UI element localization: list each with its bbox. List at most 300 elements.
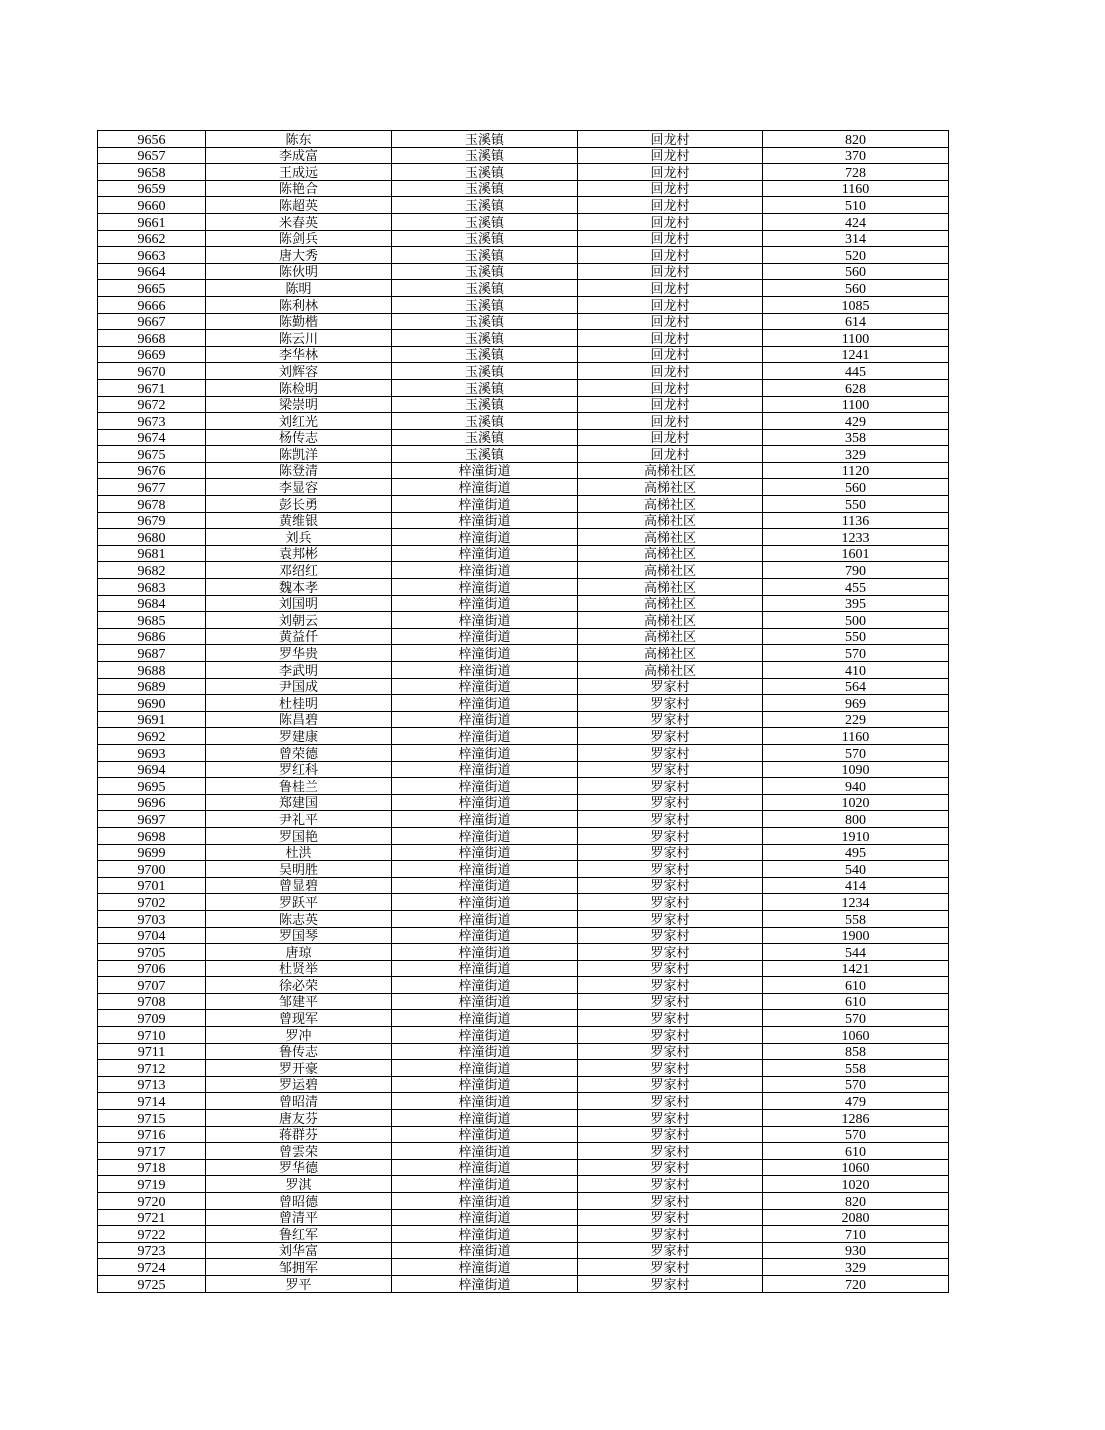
table-row: [98, 1093, 949, 1110]
name-cell: 魏本孝: [206, 579, 392, 596]
table-row: [98, 197, 949, 214]
table-row: [98, 263, 949, 280]
village-cell: 罗家村: [578, 1209, 763, 1226]
town-cell: 梓潼街道: [392, 960, 578, 977]
amount-cell: 570: [763, 645, 949, 662]
table-row: [98, 861, 949, 878]
amount-cell: 858: [763, 1043, 949, 1060]
amount-cell: 560: [763, 479, 949, 496]
town-cell: 梓潼街道: [392, 1126, 578, 1143]
id-cell: 9691: [98, 711, 206, 728]
village-cell: 罗家村: [578, 1242, 763, 1259]
name-cell: 陈剑兵: [206, 230, 392, 247]
table-row: [98, 612, 949, 629]
name-cell: 曾昭德: [206, 1193, 392, 1210]
amount-cell: 314: [763, 230, 949, 247]
amount-cell: 570: [763, 1126, 949, 1143]
amount-cell: 610: [763, 977, 949, 994]
amount-cell: 1060: [763, 1027, 949, 1044]
amount-cell: 820: [763, 1193, 949, 1210]
table-row: [98, 1209, 949, 1226]
amount-cell: 1241: [763, 346, 949, 363]
id-cell: 9696: [98, 794, 206, 811]
amount-cell: 445: [763, 363, 949, 380]
id-cell: 9668: [98, 330, 206, 347]
amount-cell: 940: [763, 778, 949, 795]
name-cell: 罗冲: [206, 1027, 392, 1044]
id-cell: 9676: [98, 462, 206, 479]
amount-cell: 558: [763, 1060, 949, 1077]
amount-cell: 358: [763, 429, 949, 446]
name-cell: 罗国艳: [206, 827, 392, 844]
town-cell: 梓潼街道: [392, 877, 578, 894]
table-row: [98, 1126, 949, 1143]
village-cell: 罗家村: [578, 695, 763, 712]
village-cell: 罗家村: [578, 761, 763, 778]
table-row: [98, 579, 949, 596]
town-cell: 梓潼街道: [392, 977, 578, 994]
table-body: [98, 131, 949, 1293]
town-cell: 玉溪镇: [392, 379, 578, 396]
table-row: [98, 977, 949, 994]
table-row: [98, 894, 949, 911]
town-cell: 玉溪镇: [392, 296, 578, 313]
name-cell: 罗国琴: [206, 927, 392, 944]
table-row: [98, 1010, 949, 1027]
name-cell: 陈云川: [206, 330, 392, 347]
id-cell: 9683: [98, 579, 206, 596]
table-row: [98, 794, 949, 811]
town-cell: 玉溪镇: [392, 429, 578, 446]
amount-cell: 550: [763, 628, 949, 645]
village-cell: 罗家村: [578, 1076, 763, 1093]
table-row: [98, 678, 949, 695]
table-row: [98, 811, 949, 828]
name-cell: 罗红科: [206, 761, 392, 778]
id-cell: 9697: [98, 811, 206, 828]
amount-cell: 500: [763, 612, 949, 629]
id-cell: 9722: [98, 1226, 206, 1243]
table-row: [98, 346, 949, 363]
table-row: [98, 1027, 949, 1044]
name-cell: 陈明: [206, 280, 392, 297]
town-cell: 梓潼街道: [392, 579, 578, 596]
id-cell: 9677: [98, 479, 206, 496]
village-cell: 回龙村: [578, 429, 763, 446]
village-cell: 罗家村: [578, 1010, 763, 1027]
village-cell: 罗家村: [578, 778, 763, 795]
table-row: [98, 1110, 949, 1127]
name-cell: 邹拥军: [206, 1259, 392, 1276]
town-cell: 梓潼街道: [392, 1159, 578, 1176]
town-cell: 梓潼街道: [392, 910, 578, 927]
id-cell: 9711: [98, 1043, 206, 1060]
amount-cell: 1160: [763, 728, 949, 745]
village-cell: 高梯社区: [578, 462, 763, 479]
town-cell: 梓潼街道: [392, 496, 578, 513]
amount-cell: 1060: [763, 1159, 949, 1176]
id-cell: 9708: [98, 993, 206, 1010]
village-cell: 罗家村: [578, 1126, 763, 1143]
table-row: [98, 960, 949, 977]
town-cell: 梓潼街道: [392, 628, 578, 645]
village-cell: 罗家村: [578, 844, 763, 861]
village-cell: 罗家村: [578, 1193, 763, 1210]
village-cell: 回龙村: [578, 180, 763, 197]
name-cell: 曾荣德: [206, 744, 392, 761]
amount-cell: 710: [763, 1226, 949, 1243]
amount-cell: 544: [763, 944, 949, 961]
village-cell: 回龙村: [578, 247, 763, 264]
table-row: [98, 827, 949, 844]
name-cell: 陈检明: [206, 379, 392, 396]
name-cell: 吴明胜: [206, 861, 392, 878]
amount-cell: 570: [763, 1010, 949, 1027]
table-row: [98, 944, 949, 961]
town-cell: 玉溪镇: [392, 446, 578, 463]
amount-cell: 1136: [763, 512, 949, 529]
town-cell: 梓潼街道: [392, 1060, 578, 1077]
amount-cell: 550: [763, 496, 949, 513]
id-cell: 9689: [98, 678, 206, 695]
village-cell: 回龙村: [578, 197, 763, 214]
name-cell: 罗建康: [206, 728, 392, 745]
amount-cell: 329: [763, 446, 949, 463]
village-cell: 回龙村: [578, 280, 763, 297]
village-cell: 回龙村: [578, 164, 763, 181]
town-cell: 梓潼街道: [392, 1193, 578, 1210]
amount-cell: 410: [763, 662, 949, 679]
id-cell: 9717: [98, 1143, 206, 1160]
id-cell: 9690: [98, 695, 206, 712]
table-row: [98, 363, 949, 380]
town-cell: 梓潼街道: [392, 529, 578, 546]
amount-cell: 790: [763, 562, 949, 579]
id-cell: 9698: [98, 827, 206, 844]
amount-cell: 329: [763, 1259, 949, 1276]
table-row: [98, 131, 949, 148]
village-cell: 罗家村: [578, 728, 763, 745]
town-cell: 梓潼街道: [392, 612, 578, 629]
name-cell: 杨传志: [206, 429, 392, 446]
id-cell: 9667: [98, 313, 206, 330]
amount-cell: 229: [763, 711, 949, 728]
village-cell: 回龙村: [578, 147, 763, 164]
id-cell: 9705: [98, 944, 206, 961]
amount-cell: 429: [763, 413, 949, 430]
village-cell: 罗家村: [578, 1259, 763, 1276]
village-cell: 回龙村: [578, 346, 763, 363]
town-cell: 玉溪镇: [392, 330, 578, 347]
id-cell: 9725: [98, 1275, 206, 1292]
table-row: [98, 711, 949, 728]
amount-cell: 1234: [763, 894, 949, 911]
amount-cell: 424: [763, 213, 949, 230]
town-cell: 玉溪镇: [392, 263, 578, 280]
id-cell: 9672: [98, 396, 206, 413]
village-cell: 罗家村: [578, 1060, 763, 1077]
name-cell: 唐友芬: [206, 1110, 392, 1127]
name-cell: 罗跃平: [206, 894, 392, 911]
name-cell: 李成富: [206, 147, 392, 164]
name-cell: 陈凯洋: [206, 446, 392, 463]
name-cell: 陈东: [206, 131, 392, 148]
town-cell: 梓潼街道: [392, 1226, 578, 1243]
id-cell: 9685: [98, 612, 206, 629]
name-cell: 蒋群芬: [206, 1126, 392, 1143]
table-row: [98, 545, 949, 562]
town-cell: 玉溪镇: [392, 396, 578, 413]
town-cell: 梓潼街道: [392, 512, 578, 529]
name-cell: 黄维银: [206, 512, 392, 529]
name-cell: 李武明: [206, 662, 392, 679]
table-row: [98, 396, 949, 413]
id-cell: 9712: [98, 1060, 206, 1077]
id-cell: 9662: [98, 230, 206, 247]
name-cell: 罗运碧: [206, 1076, 392, 1093]
amount-cell: 1090: [763, 761, 949, 778]
town-cell: 梓潼街道: [392, 1076, 578, 1093]
amount-cell: 510: [763, 197, 949, 214]
town-cell: 梓潼街道: [392, 695, 578, 712]
table-row: [98, 280, 949, 297]
town-cell: 玉溪镇: [392, 413, 578, 430]
table-row: [98, 927, 949, 944]
id-cell: 9713: [98, 1076, 206, 1093]
table-row: [98, 1259, 949, 1276]
amount-cell: 540: [763, 861, 949, 878]
id-cell: 9720: [98, 1193, 206, 1210]
name-cell: 鲁桂兰: [206, 778, 392, 795]
name-cell: 罗华贵: [206, 645, 392, 662]
town-cell: 梓潼街道: [392, 794, 578, 811]
village-cell: 回龙村: [578, 131, 763, 148]
village-cell: 高梯社区: [578, 612, 763, 629]
table-row: [98, 728, 949, 745]
town-cell: 玉溪镇: [392, 313, 578, 330]
name-cell: 唐大秀: [206, 247, 392, 264]
amount-cell: 558: [763, 910, 949, 927]
table-row: [98, 778, 949, 795]
village-cell: 回龙村: [578, 296, 763, 313]
table-row: [98, 645, 949, 662]
amount-cell: 1910: [763, 827, 949, 844]
amount-cell: 455: [763, 579, 949, 596]
table-row: [98, 1176, 949, 1193]
table-row: [98, 247, 949, 264]
id-cell: 9675: [98, 446, 206, 463]
name-cell: 尹礼平: [206, 811, 392, 828]
village-cell: 罗家村: [578, 678, 763, 695]
town-cell: 梓潼街道: [392, 545, 578, 562]
name-cell: 曾显碧: [206, 877, 392, 894]
village-cell: 高梯社区: [578, 628, 763, 645]
id-cell: 9686: [98, 628, 206, 645]
village-cell: 罗家村: [578, 1093, 763, 1110]
village-cell: 罗家村: [578, 794, 763, 811]
village-cell: 高梯社区: [578, 512, 763, 529]
table-row: [98, 562, 949, 579]
name-cell: 米春英: [206, 213, 392, 230]
table-row: [98, 147, 949, 164]
village-cell: 回龙村: [578, 379, 763, 396]
table-row: [98, 877, 949, 894]
village-cell: 高梯社区: [578, 496, 763, 513]
id-cell: 9703: [98, 910, 206, 927]
table-row: [98, 695, 949, 712]
town-cell: 梓潼街道: [392, 993, 578, 1010]
village-cell: 罗家村: [578, 910, 763, 927]
amount-cell: 1100: [763, 396, 949, 413]
name-cell: 罗平: [206, 1275, 392, 1292]
name-cell: 黄益仟: [206, 628, 392, 645]
id-cell: 9671: [98, 379, 206, 396]
id-cell: 9699: [98, 844, 206, 861]
name-cell: 陈登清: [206, 462, 392, 479]
town-cell: 玉溪镇: [392, 131, 578, 148]
name-cell: 曾昭清: [206, 1093, 392, 1110]
id-cell: 9688: [98, 662, 206, 679]
id-cell: 9684: [98, 595, 206, 612]
table-row: [98, 910, 949, 927]
id-cell: 9658: [98, 164, 206, 181]
village-cell: 罗家村: [578, 977, 763, 994]
name-cell: 陈勤楷: [206, 313, 392, 330]
amount-cell: 370: [763, 147, 949, 164]
village-cell: 罗家村: [578, 1275, 763, 1292]
village-cell: 罗家村: [578, 894, 763, 911]
amount-cell: 414: [763, 877, 949, 894]
table-row: [98, 744, 949, 761]
town-cell: 玉溪镇: [392, 280, 578, 297]
id-cell: 9687: [98, 645, 206, 662]
town-cell: 梓潼街道: [392, 595, 578, 612]
town-cell: 梓潼街道: [392, 1093, 578, 1110]
amount-cell: 560: [763, 280, 949, 297]
village-cell: 罗家村: [578, 877, 763, 894]
amount-cell: 560: [763, 263, 949, 280]
amount-cell: 1160: [763, 180, 949, 197]
table-row: [98, 413, 949, 430]
town-cell: 梓潼街道: [392, 462, 578, 479]
town-cell: 梓潼街道: [392, 645, 578, 662]
id-cell: 9700: [98, 861, 206, 878]
amount-cell: 1120: [763, 462, 949, 479]
amount-cell: 728: [763, 164, 949, 181]
name-cell: 刘华富: [206, 1242, 392, 1259]
town-cell: 梓潼街道: [392, 1176, 578, 1193]
table-row: [98, 1060, 949, 1077]
id-cell: 9679: [98, 512, 206, 529]
amount-cell: 570: [763, 1076, 949, 1093]
id-cell: 9694: [98, 761, 206, 778]
name-cell: 罗淇: [206, 1176, 392, 1193]
name-cell: 鲁红军: [206, 1226, 392, 1243]
table-row: [98, 479, 949, 496]
name-cell: 陈志英: [206, 910, 392, 927]
village-cell: 罗家村: [578, 1027, 763, 1044]
village-cell: 罗家村: [578, 861, 763, 878]
id-cell: 9666: [98, 296, 206, 313]
amount-cell: 800: [763, 811, 949, 828]
town-cell: 梓潼街道: [392, 1010, 578, 1027]
town-cell: 玉溪镇: [392, 147, 578, 164]
town-cell: 梓潼街道: [392, 811, 578, 828]
amount-cell: 495: [763, 844, 949, 861]
name-cell: 鲁传志: [206, 1043, 392, 1060]
name-cell: 刘兵: [206, 529, 392, 546]
town-cell: 梓潼街道: [392, 744, 578, 761]
town-cell: 梓潼街道: [392, 1143, 578, 1160]
table-row: [98, 296, 949, 313]
village-cell: 罗家村: [578, 1143, 763, 1160]
name-cell: 罗华德: [206, 1159, 392, 1176]
town-cell: 梓潼街道: [392, 728, 578, 745]
village-cell: 罗家村: [578, 993, 763, 1010]
amount-cell: 1233: [763, 529, 949, 546]
name-cell: 袁邦彬: [206, 545, 392, 562]
id-cell: 9657: [98, 147, 206, 164]
amount-cell: 614: [763, 313, 949, 330]
name-cell: 曾雲荣: [206, 1143, 392, 1160]
name-cell: 邹建平: [206, 993, 392, 1010]
table-row: [98, 761, 949, 778]
village-cell: 罗家村: [578, 811, 763, 828]
name-cell: 陈利林: [206, 296, 392, 313]
town-cell: 玉溪镇: [392, 164, 578, 181]
town-cell: 梓潼街道: [392, 894, 578, 911]
amount-cell: 2080: [763, 1209, 949, 1226]
table-row: [98, 529, 949, 546]
town-cell: 梓潼街道: [392, 1027, 578, 1044]
village-cell: 高梯社区: [578, 529, 763, 546]
id-cell: 9682: [98, 562, 206, 579]
id-cell: 9692: [98, 728, 206, 745]
village-cell: 高梯社区: [578, 662, 763, 679]
table-row: [98, 213, 949, 230]
name-cell: 陈伙明: [206, 263, 392, 280]
name-cell: 王成远: [206, 164, 392, 181]
town-cell: 梓潼街道: [392, 927, 578, 944]
table-row: [98, 379, 949, 396]
town-cell: 梓潼街道: [392, 1242, 578, 1259]
id-cell: 9701: [98, 877, 206, 894]
name-cell: 刘红光: [206, 413, 392, 430]
table-row: [98, 313, 949, 330]
amount-cell: 610: [763, 1143, 949, 1160]
town-cell: 梓潼街道: [392, 1209, 578, 1226]
name-cell: 梁崇明: [206, 396, 392, 413]
id-cell: 9673: [98, 413, 206, 430]
village-cell: 回龙村: [578, 330, 763, 347]
town-cell: 梓潼街道: [392, 1259, 578, 1276]
amount-cell: 1020: [763, 1176, 949, 1193]
id-cell: 9659: [98, 180, 206, 197]
amount-cell: 1020: [763, 794, 949, 811]
table-row: [98, 429, 949, 446]
id-cell: 9665: [98, 280, 206, 297]
name-cell: 唐琼: [206, 944, 392, 961]
table-row: [98, 1143, 949, 1160]
name-cell: 陈昌碧: [206, 711, 392, 728]
name-cell: 郑建国: [206, 794, 392, 811]
id-cell: 9664: [98, 263, 206, 280]
id-cell: 9714: [98, 1093, 206, 1110]
amount-cell: 1100: [763, 330, 949, 347]
village-cell: 罗家村: [578, 1110, 763, 1127]
town-cell: 玉溪镇: [392, 230, 578, 247]
town-cell: 梓潼街道: [392, 1043, 578, 1060]
